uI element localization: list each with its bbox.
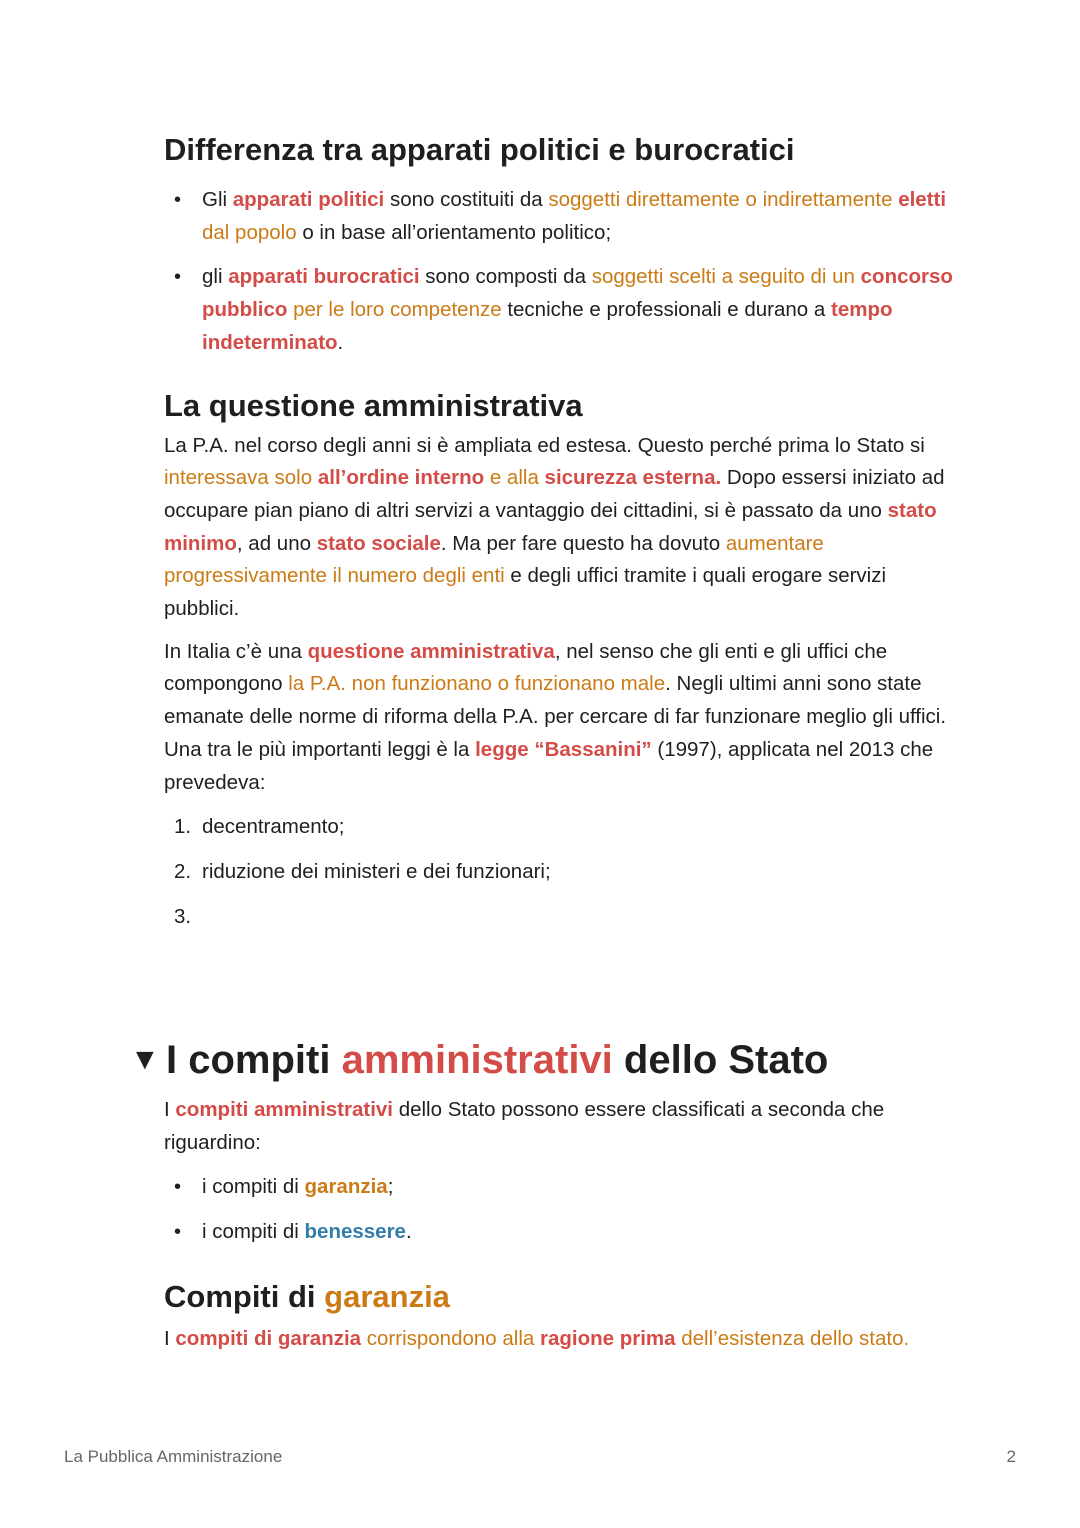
text: . Negli ultimi anni sono state emanate delle norme di riforma della P.A. per cercare di far funzionare meglio gli uffici. Una tra le più importanti leggi è la <box>164 672 947 761</box>
highlight-text: garanzia <box>304 1175 388 1199</box>
list-item <box>164 1171 954 1204</box>
highlight-text: corrispondono alla <box>361 1326 540 1350</box>
highlight-text: sicurezza esterna. <box>544 466 722 490</box>
text: o in base all’orientamento politico; <box>296 220 612 244</box>
text: . Ma per fare questo ha dovuto <box>440 531 726 555</box>
highlight-text: concorso pubblico <box>202 265 953 322</box>
highlight-text: interessava solo <box>164 466 318 490</box>
text: sono costituiti da <box>384 188 549 211</box>
highlight-text: compiti di garanzia <box>175 1326 362 1350</box>
highlight-text: dell’esistenza dello stato. <box>675 1326 910 1350</box>
list-item <box>164 1216 954 1249</box>
highlight-text: soggetti direttamente o indirettamente <box>548 188 899 211</box>
list-item <box>164 184 954 249</box>
highlight-text: dal popolo <box>202 220 297 244</box>
highlight-text: e alla <box>484 466 545 490</box>
list-item <box>164 856 954 889</box>
text: , nel senso che gli enti e gli uffici che compongono <box>164 639 888 696</box>
text: In Italia c’è una <box>164 639 308 663</box>
triangle-down-icon[interactable]: ▼ <box>130 1043 160 1076</box>
text: I <box>164 1098 176 1121</box>
heading-questione: La questione amministrativa <box>164 387 583 423</box>
highlight-text: aumentare progressivamente il numero degli enti <box>164 531 824 588</box>
list-number: 2. <box>174 859 192 883</box>
highlight-text: per le loro competenze <box>287 298 502 322</box>
text: sono composti da <box>419 265 592 289</box>
bullet-icon: • <box>174 1221 182 1244</box>
heading-text: I compiti <box>166 1038 342 1082</box>
footer-page-number: 2 <box>1006 1447 1016 1466</box>
highlight-text: all’ordine interno <box>317 466 485 490</box>
text: . <box>337 330 344 354</box>
paragraph <box>164 1094 954 1159</box>
highlight-text: legge “Bassanini” <box>475 737 652 761</box>
text: e degli uffici tramite i quali erogare servizi pubblici. <box>164 564 887 621</box>
bullet-list-apparati <box>164 184 954 360</box>
text: , ad uno <box>236 531 317 555</box>
text: Gli <box>202 188 233 211</box>
text: (1997), applicata nel 2013 che prevedeva: <box>164 737 934 794</box>
bullet-list-compiti <box>164 1171 954 1248</box>
highlight-text: eletti <box>898 188 947 211</box>
toggle-heading-compiti[interactable] <box>130 1034 980 1086</box>
bullet-icon: • <box>174 1176 182 1199</box>
section-compiti-body <box>164 1094 954 1356</box>
page-content <box>164 128 954 933</box>
highlight-text: benessere <box>304 1220 406 1244</box>
text: i compiti di <box>202 1220 305 1244</box>
paragraph <box>164 636 954 800</box>
list-item <box>164 261 954 359</box>
text: Dopo essersi iniziato ad occupare pian piano di altri servizi a vantaggio dei cittadini, si è passato da uno <box>164 466 945 522</box>
text: gli <box>202 265 229 289</box>
highlight-text: stato sociale <box>316 531 441 555</box>
numbered-list-bassanini <box>164 811 954 933</box>
list-number: 1. <box>174 815 192 839</box>
list-item <box>164 811 954 844</box>
bullet-icon: • <box>174 189 182 211</box>
text: tecniche e professionali e durano a <box>501 298 831 322</box>
highlight-text: tempo indeterminato <box>202 298 893 354</box>
list-number: 3. <box>174 904 192 928</box>
list-item <box>164 901 954 934</box>
heading-highlight: amministrativi <box>341 1038 613 1082</box>
heading-garanzia <box>164 1275 954 1319</box>
text: I <box>164 1326 176 1350</box>
heading-text: Compiti di <box>164 1278 325 1314</box>
bullet-icon: • <box>174 266 182 289</box>
footer-doc-title: La Pubblica Amministrazione <box>64 1447 283 1466</box>
text: i compiti di <box>202 1175 305 1199</box>
highlight-text: soggetti scelti a seguito di un <box>591 265 861 289</box>
paragraph <box>164 1323 954 1356</box>
text: . <box>405 1220 412 1244</box>
highlight-text: compiti amministrativi <box>175 1098 393 1121</box>
heading-text: dello Stato <box>612 1038 829 1082</box>
highlight-text: apparati politici <box>232 188 385 211</box>
heading-highlight: garanzia <box>324 1278 450 1314</box>
text: ; <box>387 1175 394 1199</box>
text: La P.A. nel corso degli anni si è ampliata ed estesa. Questo perché prima lo Stato si <box>164 433 925 457</box>
highlight-text: stato minimo <box>164 498 937 555</box>
highlight-text: apparati burocratici <box>228 265 420 289</box>
list-item-text: decentramento; <box>202 815 345 839</box>
list-item-text: riduzione dei ministeri e dei funzionari; <box>202 859 551 883</box>
highlight-text: questione amministrativa <box>307 639 555 663</box>
highlight-text: la P.A. non funzionano o funzionano male <box>288 672 666 696</box>
highlight-text: ragione prima <box>540 1326 676 1350</box>
text: dello Stato possono essere classificati a seconda che riguardino: <box>164 1098 885 1154</box>
heading-differenza: Differenza tra apparati politici e burocratici <box>164 132 795 167</box>
paragraph <box>164 430 954 626</box>
